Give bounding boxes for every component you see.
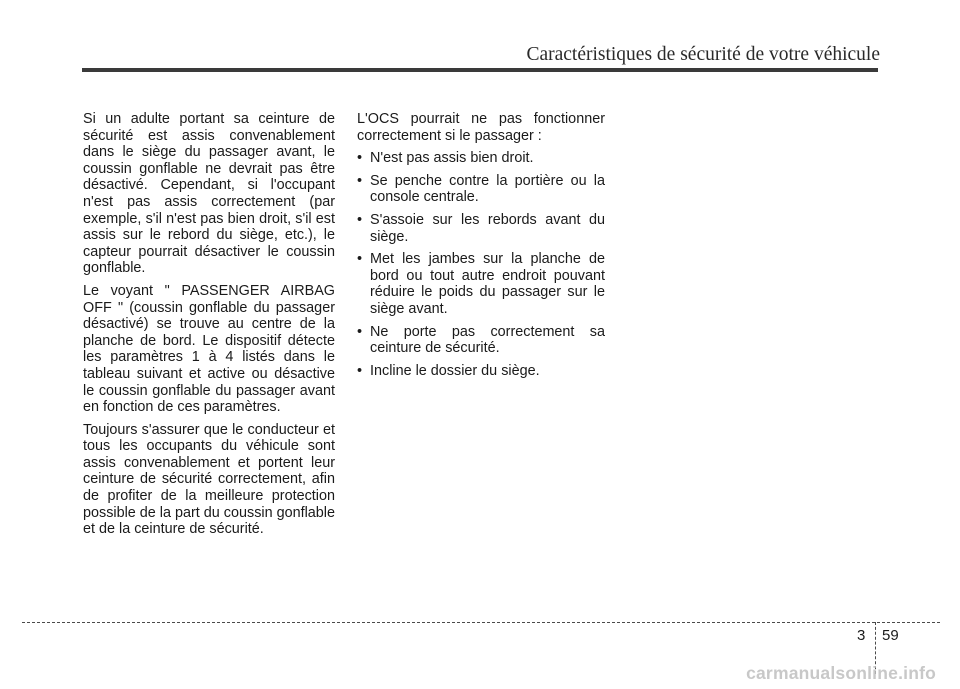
list-item	[357, 150, 605, 167]
bullet-icon: •	[357, 251, 363, 268]
chapter-number: 3	[857, 627, 866, 644]
footer-divider	[22, 622, 940, 623]
paragraph: Toujours s'assurer que le conducteur et tous les occupants du véhicule sont assis convenablement et portent leur ceinture de sécurité correctement, afin de profiter de la meilleure protection possible de la part du coussin gonflable et de la ceinture de sécurité.	[83, 421, 336, 538]
bullet-icon: •	[357, 150, 363, 167]
list-item-text: Ne porte pas correctement sa ceinture de sécurité.	[370, 323, 605, 357]
list-item-text: S'assoie sur les rebords avant du siège.	[370, 211, 605, 245]
list-item-text: Se penche contre la portière ou la console centrale.	[370, 172, 605, 206]
list-item-text: N'est pas assis bien droit.	[370, 150, 534, 167]
list-item-text: Incline le dossier du siège.	[370, 362, 540, 379]
list-item	[357, 363, 605, 380]
list-item	[357, 212, 605, 245]
bullet-icon: •	[357, 172, 363, 189]
watermark: carmanualsonline.info	[746, 663, 936, 683]
list-item-text: Met les jambes sur la planche de bord ou tout autre endroit pouvant réduire le poids du passager sur le siège avant.	[370, 251, 605, 317]
bullet-icon: •	[357, 211, 363, 228]
bullet-icon: •	[357, 362, 363, 379]
list-item	[357, 251, 605, 317]
header-rule	[82, 68, 878, 72]
paragraph: Le voyant " PASSENGER AIRBAG OFF " (coussin gonflable du passager désactivé) se trouve au centre de la planche de bord. Le dispositif détecte les paramètres 1 à 4 listés dans le tableau suivant et active ou désactive le coussin gonflable du passager avant en fonction de ces paramètres.	[83, 282, 335, 416]
paragraph: Si un adulte portant sa ceinture de sécurité est assis convenablement dans le siège du passager avant, le coussin gonflable ne devrait pas être désactivé. Cependant, si l'occupant n'est pas assis correctement (par exemple, s'il n'est pas bien droit, s'il est assis sur le rebord du siège, etc.), le capteur pourrait désactiver le coussin gonflable.	[83, 111, 335, 277]
bullet-icon: •	[357, 323, 363, 340]
section-title: Caractéristiques de sécurité de votre véhicule	[526, 44, 880, 65]
list-item	[357, 173, 605, 206]
intro-paragraph: L'OCS pourrait ne pas fonctionner correctement si le passager :	[357, 111, 605, 144]
page-number: 59	[882, 627, 899, 644]
condition-list	[357, 150, 605, 379]
right-column	[357, 111, 605, 385]
list-item	[357, 324, 605, 357]
left-column	[83, 111, 335, 544]
